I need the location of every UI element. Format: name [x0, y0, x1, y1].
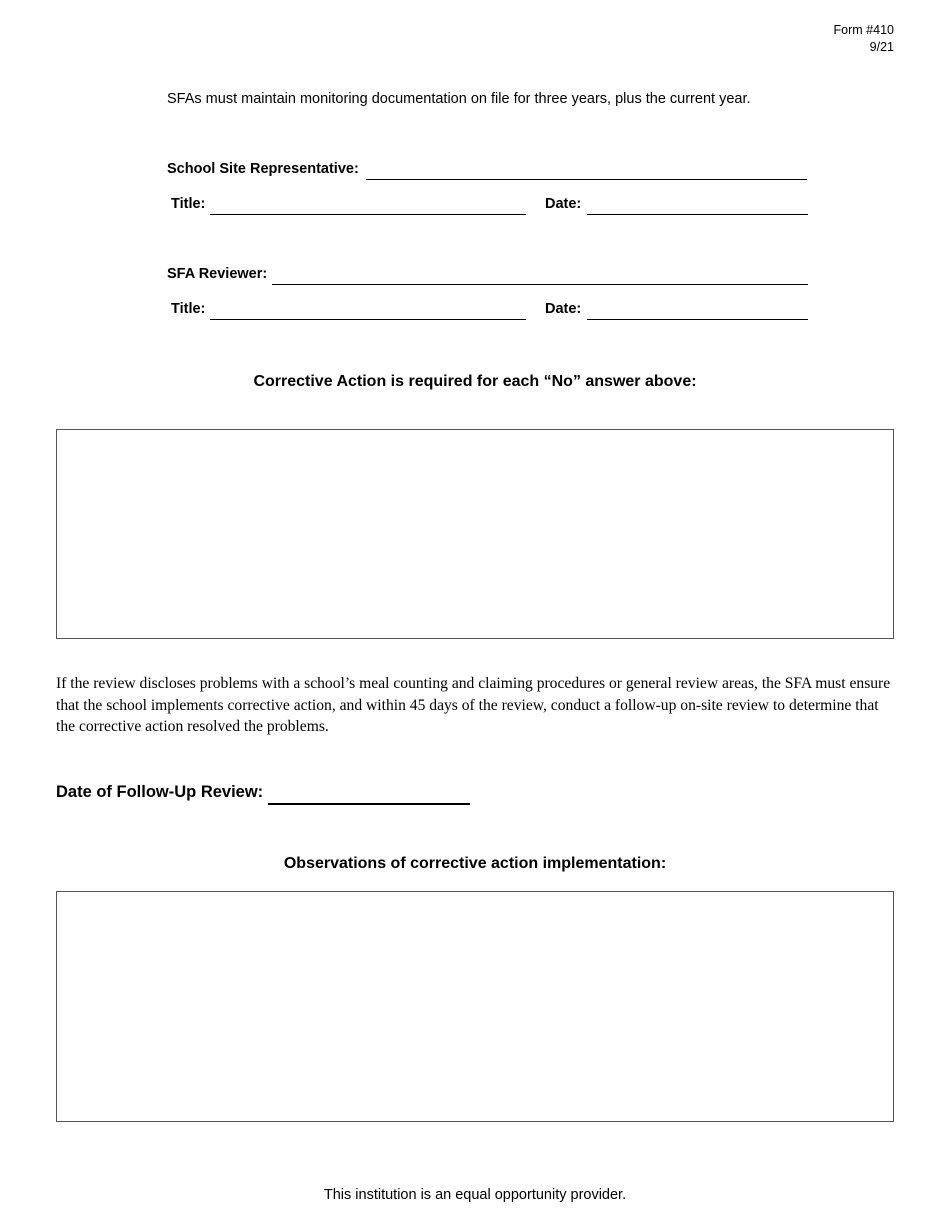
- form-number: Form #410: [833, 23, 894, 37]
- follow-up-instructions: If the review discloses problems with a school’s meal counting and claiming procedures or general review areas, the SFA must ensure that the school implements corrective action, and within 45 days of the review, conduct a follow-up on-site review to determine that the corrective action resolved the problems.: [56, 675, 891, 735]
- sfa-reviewer-label: SFA Reviewer:: [167, 266, 268, 282]
- follow-up-date-label: Date of Follow-Up Review:: [56, 783, 264, 801]
- sfa-title-label: Title:: [171, 301, 206, 317]
- sfa-title-line[interactable]: [210, 304, 526, 320]
- form-revision: 9/21: [869, 40, 894, 54]
- school-site-date-line[interactable]: [587, 199, 808, 215]
- retention-note: SFAs must maintain monitoring documentation on file for three years, plus the current year.: [167, 91, 751, 107]
- school-site-representative-label: School Site Representative:: [167, 161, 359, 177]
- observations-box[interactable]: [56, 891, 894, 1122]
- sfa-reviewer-line[interactable]: [272, 269, 808, 285]
- school-site-representative-line[interactable]: [366, 164, 807, 180]
- corrective-action-box[interactable]: [56, 429, 894, 639]
- school-site-title-label: Title:: [171, 196, 206, 212]
- school-site-title-line[interactable]: [210, 199, 526, 215]
- sfa-date-line[interactable]: [587, 304, 808, 320]
- corrective-action-heading: Corrective Action is required for each “No” answer above:: [253, 373, 697, 390]
- follow-up-date-line[interactable]: [268, 786, 470, 805]
- form-number-block: [834, 22, 894, 56]
- equal-opportunity-statement: This institution is an equal opportunity provider.: [323, 1187, 627, 1203]
- school-site-date-label: Date:: [545, 196, 582, 212]
- observations-heading: Observations of corrective action implementation:: [283, 855, 667, 872]
- sfa-date-label: Date:: [545, 301, 582, 317]
